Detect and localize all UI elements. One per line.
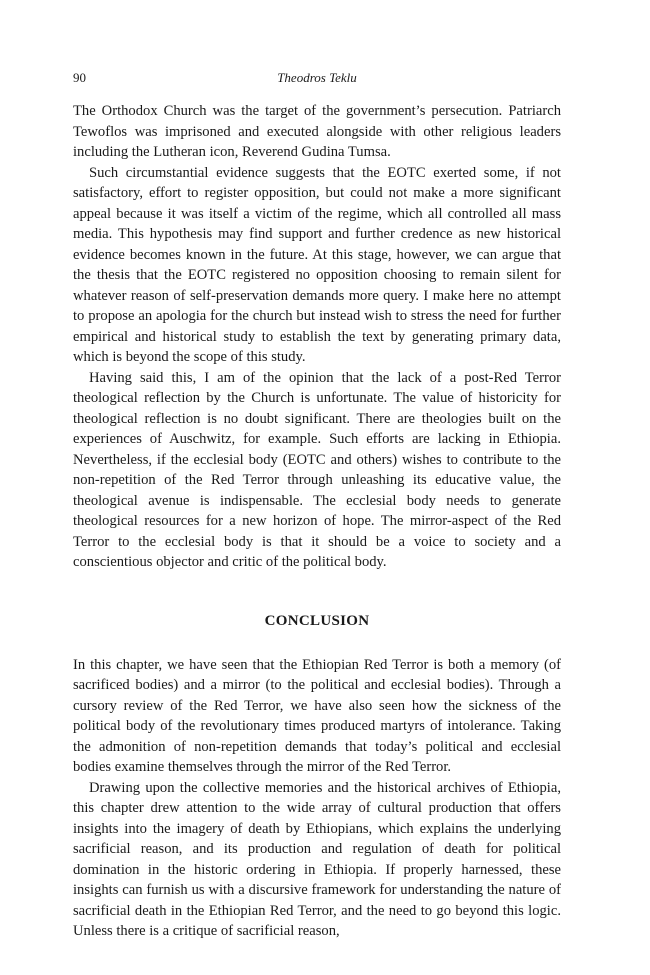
paragraph: Having said this, I am of the opinion that the lack of a post-Red Terror theological reflection by the Church is unfortunate. The value of historicity for theological reflection is no doubt significant. There are theologies built on the experiences of Auschwitz, for example. Such efforts are lacking in Ethiopia. Nevertheless, if the ecclesial body (EOTC and others) wishes to contribute to the non-repetition of the Red Terror through unleashing its educative value, the theological avenue is indispensable. The ecclesial body needs to generate theological resources for a new horizon of hope. The mirror-aspect of the Red Terror to the ecclesial body is that it should be a voice to society and a conscientious objector and critic of the political body. xyxy=(73,369,561,570)
paragraph: In this chapter, we have seen that the Ethiopian Red Terror is both a memory (of sacrificed bodies) and a mirror (to the political and ecclesial bodies). Through a cursory review of the Red Terror, we have also seen how the sickness of the political body of the revolutionary times produced martyrs of intolerance. Taking the admonition of non-repetition demands that today’s political and ecclesial bodies examine themselves through the mirror of the Red Terror. xyxy=(73,656,561,775)
paragraph: The Orthodox Church was the target of the government’s persecution. Patriarch Tewoflos was imprisoned and executed alongside with other religious leaders including the Lutheran icon, Reverend Gudina Tumsa. xyxy=(73,103,561,160)
running-head-author: Theodros Teklu xyxy=(277,70,357,85)
section-heading: CONCLUSION xyxy=(264,612,370,629)
body-text xyxy=(73,101,561,573)
paragraph: Such circumstantial evidence suggests that the EOTC exerted some, if not satisfactory, effort to register opposition, but could not make a more significant appeal because it was itself a victim of the regime, which all controlled all mass media. This hypothesis may find support and further credence as new historical evidence becomes known in the future. At this stage, however, we can argue that the thesis that the EOTC registered no opposition choosing to remain silent for whatever reason of self-preservation demands more query. I make here no attempt to propose an apologia for the church but instead wish to stress the need for further empirical and historical study to establish the text by generating primary data, which is beyond the scope of this study. xyxy=(73,164,561,365)
page-number: 90 xyxy=(73,70,86,85)
paragraph: Drawing upon the collective memories and the historical archives of Ethiopia, this chapter drew attention to the wide array of cultural production that offers insights into the imagery of death by Ethiopians, which explains the underlying sacrificial reason, and its production and regulation of death for political domination in the historic ordering in Ethiopia. If properly harnessed, these insights can furnish us with a discursive framework for understanding the nature of sacrificial death in the Ethiopian Red Terror, and the need to go beyond this logic. Unless there is a critique of sacrificial reason, xyxy=(73,779,561,939)
conclusion-body xyxy=(73,655,561,942)
running-head xyxy=(73,68,561,88)
book-page xyxy=(73,68,561,942)
